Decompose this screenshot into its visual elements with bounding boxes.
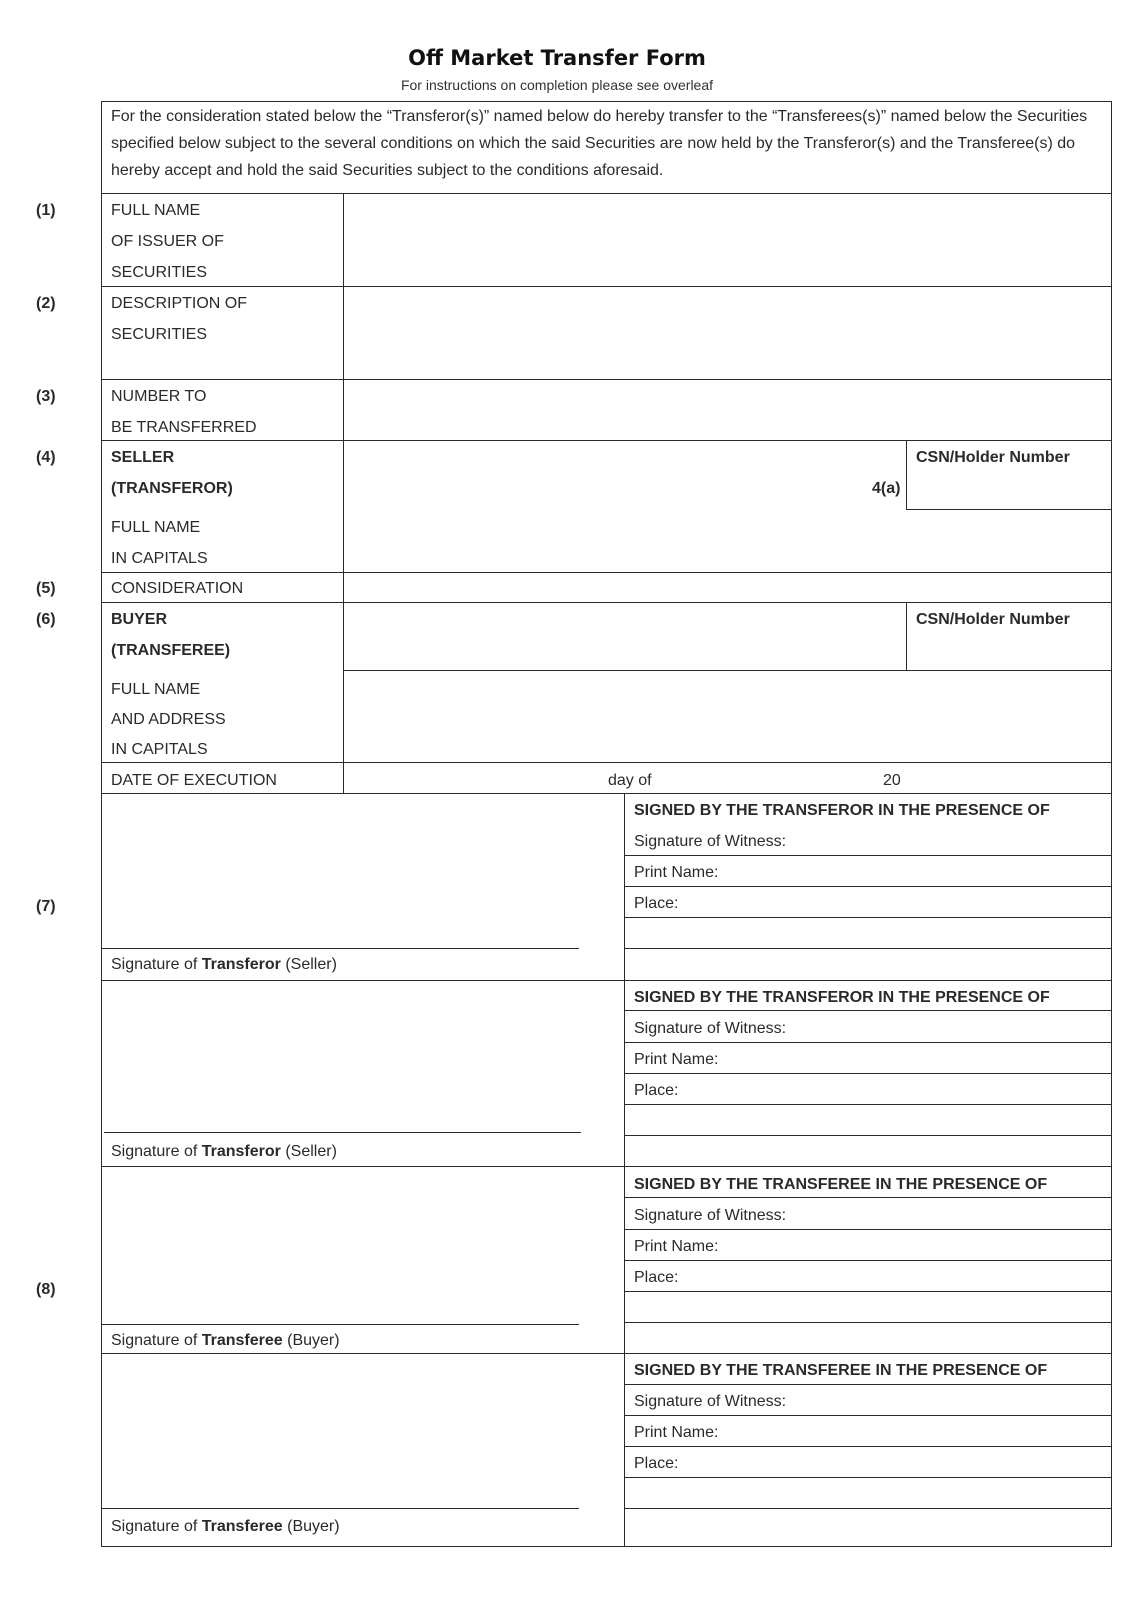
witness-line	[624, 886, 1112, 887]
witness-signature-label[interactable]: Signature of Witness:	[634, 1020, 787, 1037]
transferor-signature-caption: Signature of Transferor (Seller)	[111, 1143, 337, 1160]
witness-heading-transferee: SIGNED BY THE TRANSFEREE IN THE PRESENCE OF	[634, 1176, 1048, 1193]
label-number-2: BE TRANSFERRED	[111, 419, 257, 436]
witness-line	[624, 1135, 1112, 1136]
witness-line	[624, 1104, 1112, 1105]
buyer-csn-field[interactable]	[908, 632, 1110, 669]
witness-line	[624, 1010, 1112, 1011]
seller-name-field[interactable]	[345, 442, 865, 571]
description-field[interactable]	[345, 288, 1110, 378]
signing-divider	[624, 793, 625, 1547]
row-line	[101, 193, 1112, 194]
form-title: Off Market Transfer Form	[408, 46, 706, 70]
label-issuer-2: OF ISSUER OF	[111, 233, 224, 250]
signature-line	[101, 1324, 579, 1325]
section-number-4: (4)	[36, 449, 56, 466]
transferor-signature-area[interactable]	[103, 982, 579, 1130]
label-date-execution: DATE OF EXECUTION	[111, 772, 277, 789]
witness-line	[624, 1229, 1112, 1230]
label-consideration: CONSIDERATION	[111, 580, 244, 597]
row-line	[101, 762, 1112, 763]
witness-signature-label[interactable]: Signature of Witness:	[634, 1207, 787, 1224]
label-seller-capitals: IN CAPITALS	[111, 550, 208, 567]
label-buyer-fullname: FULL NAME	[111, 681, 201, 698]
witness-print-name-label[interactable]: Print Name:	[634, 1238, 719, 1255]
transferor-signature-caption: Signature of Transferor (Seller)	[111, 956, 337, 973]
issuer-name-field[interactable]	[345, 195, 1110, 285]
witness-place-label[interactable]: Place:	[634, 895, 679, 912]
section-number-2: (2)	[36, 295, 56, 312]
witness-signature-label[interactable]: Signature of Witness:	[634, 1393, 787, 1410]
section-number-6: (6)	[36, 611, 56, 628]
date-execution-field[interactable]	[345, 764, 1110, 792]
label-buyer-csn: CSN/Holder Number	[916, 611, 1070, 628]
witness-line	[624, 1446, 1112, 1447]
label-seller-fullname: FULL NAME	[111, 519, 201, 536]
label-year-prefix: 20	[883, 772, 901, 789]
witness-line	[624, 1415, 1112, 1416]
consideration-field[interactable]	[345, 574, 1110, 601]
transferee-signature-caption: Signature of Transferee (Buyer)	[111, 1518, 340, 1535]
border-bottom	[101, 1546, 1112, 1547]
label-seller: SELLER	[111, 449, 175, 466]
witness-line	[624, 1322, 1112, 1323]
border-left	[101, 101, 102, 1547]
border-right	[1111, 101, 1112, 1547]
witness-line	[624, 948, 1112, 949]
section-number-1: (1)	[36, 202, 56, 219]
signature-line	[101, 1508, 579, 1509]
buyer-name-address-field[interactable]	[345, 604, 905, 761]
signature-line	[104, 1132, 581, 1133]
label-transferor: (TRANSFEROR)	[111, 480, 233, 497]
row-line	[101, 440, 1112, 441]
witness-place-label[interactable]: Place:	[634, 1455, 679, 1472]
seller-csn-field[interactable]	[908, 470, 1110, 508]
label-issuer-1: FULL NAME	[111, 202, 201, 219]
label-description-2: SECURITIES	[111, 326, 208, 343]
block-line	[101, 1353, 1112, 1354]
witness-heading-transferor: SIGNED BY THE TRANSFEROR IN THE PRESENCE OF	[634, 989, 1050, 1006]
witness-line	[624, 1508, 1112, 1509]
csn-box-line	[906, 440, 907, 510]
transferee-signature-area[interactable]	[103, 1168, 579, 1322]
row-line	[101, 286, 1112, 287]
label-number-1: NUMBER TO	[111, 388, 207, 405]
witness-heading-transferee: SIGNED BY THE TRANSFEREE IN THE PRESENCE OF	[634, 1362, 1048, 1379]
label-transferee: (TRANSFEREE)	[111, 642, 231, 659]
section-number-8: (8)	[36, 1281, 56, 1298]
label-divider	[343, 193, 344, 793]
intro-text: For the consideration stated below the “Transferor(s)” named below do hereby transfer to the “Transferees(s)” named below the Securities specified below subject to the several conditions on which the said Securities are now held by the Transferor(s) and the Transferee(s) do hereby accept and hold the said Securities subject to the conditions aforesaid.	[111, 108, 1088, 179]
csn-box-line	[906, 602, 907, 670]
witness-place-label[interactable]: Place:	[634, 1269, 679, 1286]
label-description-1: DESCRIPTION OF	[111, 295, 248, 312]
form-subtitle: For instructions on completion please see overleaf	[400, 77, 714, 93]
signature-line	[101, 948, 579, 949]
witness-line	[624, 1260, 1112, 1261]
witness-line	[624, 917, 1112, 918]
witness-print-name-label[interactable]: Print Name:	[634, 1424, 719, 1441]
witness-place-label[interactable]: Place:	[634, 1082, 679, 1099]
witness-line	[624, 1291, 1112, 1292]
witness-line	[624, 1477, 1112, 1478]
row-line	[101, 793, 1112, 794]
label-buyer-address: AND ADDRESS	[111, 711, 226, 728]
row-line	[101, 572, 1112, 573]
label-day-of: day of	[608, 772, 652, 789]
witness-line	[624, 1042, 1112, 1043]
row-line	[101, 379, 1112, 380]
label-issuer-3: SECURITIES	[111, 264, 208, 281]
transferee-signature-caption: Signature of Transferee (Buyer)	[111, 1332, 340, 1349]
witness-print-name-label[interactable]: Print Name:	[634, 1051, 719, 1068]
section-number-3: (3)	[36, 388, 56, 405]
row-line	[101, 602, 1112, 603]
witness-line	[624, 1384, 1112, 1385]
label-buyer-capitals: IN CAPITALS	[111, 741, 208, 758]
witness-signature-label[interactable]: Signature of Witness:	[634, 833, 787, 850]
witness-heading-transferor: SIGNED BY THE TRANSFEROR IN THE PRESENCE OF	[634, 802, 1050, 819]
label-buyer: BUYER	[111, 611, 168, 628]
block-line	[101, 980, 1112, 981]
transferee-signature-area[interactable]	[103, 1355, 579, 1506]
label-4a: 4(a)	[872, 480, 901, 497]
witness-line	[624, 1073, 1112, 1074]
number-transferred-field[interactable]	[345, 381, 1110, 439]
witness-line	[624, 855, 1112, 856]
section-number-7: (7)	[36, 898, 56, 915]
section-number-5: (5)	[36, 580, 56, 597]
border-top	[101, 101, 1112, 102]
witness-print-name-label[interactable]: Print Name:	[634, 864, 719, 881]
csn-box-line	[906, 509, 1112, 510]
label-seller-csn: CSN/Holder Number	[916, 449, 1070, 466]
transferor-signature-area[interactable]	[103, 796, 579, 946]
witness-line	[624, 1197, 1112, 1198]
block-line	[101, 1166, 1112, 1167]
